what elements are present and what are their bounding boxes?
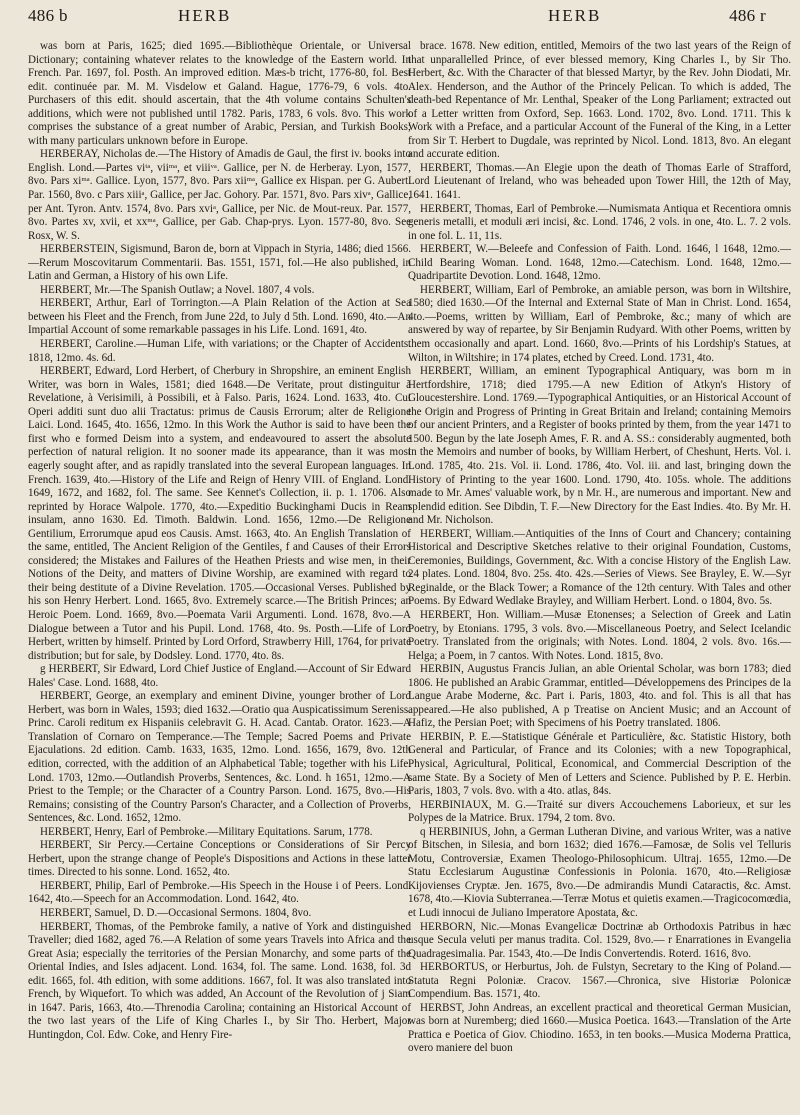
entry: brace. 1678. New edition, entitled, Memoirs of the two last years of the Reign of that unparallelled Prince, of ever blessed memory, King Charles I., by Sir Tho. Herbert, &c. With the Character of that blessed Martyr, by the Rev. John Diodati, Mr. Alex. Henderson, and the Author of the Princely Pelican. To which is added, The death-bed Repentance of Mr. Lenthal, Speaker of the Long Parliament; extracted out of a Letter written from Oxford, Sep. 1663. Lond. 1702, 8vo. Lond. 1711. This k Work with a Preface, and a particular Account of the Funeral of the King, in a Letter from Sir T. Herbert to Dugdale, was reprinted by Nicol. Lond. 1813, 8vo. An elegant and accurate edition. [408, 40, 791, 161]
entry: HERBERT, Hon. William.—Musæ Etonenses; a Selection of Greek and Latin Poetry, by Etonians. 1795, 3 vols. 8vo.—Miscellaneous Poetry, and Select Icelandic Poetry. Translated from the originals; with Notes. Lond. 1804, 2 vols. 8vo. 16s.—Helga; a Poem, in 7 cantos. With Notes. Lond. 1815, 8vo. [408, 608, 791, 662]
right-column [408, 40, 791, 1056]
entry: HERBERT, George, an exemplary and eminent Divine, younger brother of Lord Herbert, was born in Wales, 1593; died 1632.—Oratio qua Auspicatissimum Sereniss. Princ. Caroli reditum ex Hispaniis celebravit G. H. Acad. Cantab. Orator. 1623.—A Translation of Cornaro on Temperance.—The Temple; Sacred Poems and Private Ejaculations. 2d edition. Camb. 1633, 1635, 12mo. Lond. 1656, 1679, 8vo. 12th edition, corrected, with the addition of an Alphabetical Table; together with his Life. Lond. 1703, 12mo.—Outlandish Proverbs, Sentences, &c. Lond. h 1651, 12mo.—A Priest to the Temple; or the Character of a Country Parson. Lond. 1675, 8vo.—His Remains; consisting of the Country Parson's Character, and a Collection of Proverbs, Sentences, &c. Lond. 1652, 12mo. [28, 690, 411, 825]
entry: HERBERT, Arthur, Earl of Torrington.—A Plain Relation of the Action at Sea between his Fleet and the French, from June 22d, to July d 5th. Lond. 1690, 4to.—An Impartial Account of some remarkable passages in his Life. Lond. 1691, 4to. [28, 297, 411, 337]
entry: HERBERT, W.—Beleefe and Confession of Faith. Lond. 1646, l 1648, 12mo.—Child Bearing Woman. Lond. 1648, 12mo.—Catechism. Lond. 1648, 12mo.—Quadripartite Devotion. Lond. 1648, 12mo. [408, 243, 791, 283]
entry: HERBERT, Caroline.—Human Life, with variations; or the Chapter of Accidents. 1818, 12mo. 4s. 6d. [28, 338, 411, 364]
entry: HERBORTUS, or Herburtus, Joh. de Fulstyn, Secretary to the King of Poland.—Statuta Regni Poloniæ. Cracov. 1567.—Chronica, sive Historiæ Polonicæ Compendium. Bas. 1571, 4to. [408, 961, 791, 1001]
entry: q HERBINIUS, John, a German Lutheran Divine, and various Writer, was a native of Bitschen, in Silesia, and born 1632; died 1676.—Famosæ, de Solis vel Telluris Motu, Controversiæ, Examen Theologo-Philosophicum. Ultraj. 1655, 12mo.—De Statu Ecclesiarum Augustinæ Confessionis in Polonia. 1670, 4to.—Religiosæ Kijovienses Cryptæ. Jen. 1675, 8vo.—De admirandis Mundi Cataractis, &c. Amst. 1678, 4to.—Kiovia Subterranea.—Terræ Motus et quietis examen.—Tragicocomœdia, et Ludi innocui de Juliano Imperatore Apostata, &c. [408, 825, 791, 919]
entry: HERBERT, Thomas.—An Elegie upon the death of Thomas Earle of Strafford, Lord Lieutenant of Ireland, who was beheaded upon Tower Hill, the 12th of May, 1641. 1641. [408, 161, 791, 202]
entry: HERBERAY, Nicholas de.—The History of Amadis de Gaul, the first iv. books into English. Lond.—Partes viᵗᵃ, viiᵐᵃ, et viiiᵛᵃ. Gallice, per N. de Herberay. Lyon, 1577, 8vo. Pars xiᵐᵃ. Gallice. Lyon, 1577, 8vo. Pars xiiᵐᵃ, Gallice ex Hispan. per G. Aubert. Par. 1560, 8vo. c Pars xiiiᵃ, Gallice, per Jac. Gohory. Par. 1571, 8vo. Pars xivᵃ, Gallice, per Ant. Tyron. Antv. 1574, 8vo. Pars xviᵃ, Gallice, per Nic. de Mout-reux. Par. 1577, 8vo. Partes xv, xvii, et xxᵐᵃ, Gallice, per Gab. Chap-prys. Lyon. 1577-80, 8vo. See Rosx, W. S. [28, 148, 411, 242]
entry: HERBERT, Thomas, Earl of Pembroke.—Numismata Antiqua et Recentiora omnis generis metalli, et moduli æri incisi, &c. Lond. 1746, 2 vols. in one, 4to. L. 7. 2 vols. in one fol. L. 11, 11s. [408, 202, 791, 242]
entry: HERBST, John Andreas, an excellent practical and theoretical German Musician, was born at Nuremberg; died 1660.—Musica Poetica. 1643.—Translation of the Arte Prattica e Poetica of Giov. Chiodino. 1653, in ten books.—Musica Moderna Prattica, overo maniere del buon [408, 1001, 791, 1055]
left-running-head: HERB [178, 6, 232, 25]
page-header [0, 4, 800, 26]
entry: HERBERT, Mr.—The Spanish Outlaw; a Novel. 1807, 4 vols. [40, 283, 315, 296]
entry: HERBORN, Nic.—Monas Evangelicæ Doctrinæ ab Orthodoxis Patribus in hæc usque Secula veluti per manus tradita. Col. 1529, 8vo.— r Enarrationes in Evangelia Quadragesimalia. Par. 1543, 4to.—De Indis Convertendis. Roterd. 1616, 8vo. [408, 920, 791, 960]
entry: HERBERSTEIN, Sigismund, Baron de, born at Vippach in Styria, 1486; died 1566.—Rerum Moscovitarum Commentarii. Bas. 1551, 1571, fol.—He also published, in Latin and German, a History of his own Life. [28, 243, 411, 283]
entry: HERBERT, William.—Antiquities of the Inns of Court and Chancery; containing Historical and Descriptive Sketches relative to their original Foundation, Customs, Ceremonies, Buildings, Government, &c. With a concise History of the English Law. 24 plates. Lond. 1804, 8vo. 25s. 4to. 42s.—Series of Views. See Brayley, E. W.—Syr Reginalde, or the Black Tower; a Romance of the 12th century. With Tales and other Poems. By Edward Wedlake Brayley, and William Herbert. Lond. o 1804, 8vo. 5s. [408, 527, 791, 608]
entry: HERBERT, Thomas, of the Pembroke family, a native of York and distinguished Traveller; died 1682, aged 76.—A Relation of some years Travels into Africa and the Great Asia; especially the territories of the Persian Monarchy, and some parts of the Oriental Indies, and Isles adjacent. Lond. 1634, fol. The same. Lond. 1638, fol. 3d edit. 1665, fol. 4th edition, with some additions. 1667, fol. It was also translated into French, by Wiquefort. To which was added, An Account of the Revolution of j Siam in 1647. Paris, 1663, 4to.—Threnodia Carolina; containing an Historical Account of the two last years of the Life of King Charles I., by Sir Tho. Herbert, Major Huntingdon, Col. Edw. Coke, and Henry Fire- [28, 920, 411, 1041]
entry: HERBERT, William, an eminent Typographical Antiquary, was born m in Hertfordshire, 1718; died 1795.—A new Edition of Atkyn's History of Gloucestershire. Lond. 1769.—Typographical Antiquities, or an Historical Account of the Origin and Progress of Printing in Great Britain and Ireland; containing Memoirs of our ancient Printers, and a Register of books printed by them, from the year 1471 to 1500. Begun by the late Joseph Ames, F. R. and A. SS.: considerably augmented, both in the Memoirs and number of books, by William Herbert, of Cheshunt, Herts. Vol. i. Lond. 1785, 4to. 21s. Vol. ii. Lond. 1786, 4to. Vol. iii. and last, bringing down the History of Printing to the year 1600. Lond. 1790, 4to. 105s. whole. The additions made to Mr. Ames' valuable work, by n Mr. H., are numerous and important. New and splendid edition. See Dibdin, T. F.—New Directory for the East Indies. 4to. By Mr. H. and Mr. Nicholson. [408, 365, 791, 527]
right-running-head: HERB [548, 6, 602, 25]
left-column [28, 40, 411, 1042]
entry: HERBERT, William, Earl of Pembroke, an amiable person, was born in Wiltshire, 1580; died 1630.—Of the Internal and External State of Man in Christ. Lond. 1654, 4to.—Poems, written by William, Earl of Pembroke, &c.; many of which are answered by way of repartee, by Sir Benjamin Rudyard. With other Poems, written by them occasionally and apart. Lond. 1660, 8vo.—Prints of his Lordship's Statues, at Wilton, in Wiltshire; in 174 plates, etched by Creed. Lond. 1731, 4to. [408, 283, 791, 364]
left-page-number: 486 b [28, 6, 68, 25]
entry: HERBIN, Augustus Francis Julian, an able Oriental Scholar, was born 1783; died 1806. He published an Arabic Grammar, entitled—Développemens des Principes de la Langue Arabe Moderne, &c. Part i. Paris, 1803, 4to. and fol. This is all that has appeared.—He also published, A p Treatise on Ancient Music; and an Account of Hafiz, the Persian Poet; with Specimens of his Poetry translated. 1806. [408, 663, 791, 730]
entry: HERBINIAUX, M. G.—Traité sur divers Accouchemens Laborieux, et sur les Polypes de la Matrice. Brux. 1794, 2 tom. 8vo. [408, 798, 791, 825]
entry: was born at Paris, 1625; died 1695.—Bibliothèque Orientale, or Universal Dictionary; containing whatever relates to the knowledge of the Eastern world. In French. Par. 1697, fol. Posth. An improved edition. Mæs-b tricht, 1776-80, fol. Best edit. continuée par. M. M. Visdelow et Galand. Hague, 1776-79, 6 vols. 4to. Purchasers of this edit. should ascertain, that the 4th volume contains Schulten's additions, which were not published until 1782. Paris, 1783, 6 vols. 8vo. This work comprises the substance of a great number of Arabic, Persian, and Turkish Books; with many particulars unknown before in Europe. [28, 40, 411, 147]
entry: HERBERT, Philip, Earl of Pembroke.—His Speech in the House i of Peers. Lond. 1642, 4to.—Speech for an Accommodation. Lond. 1642, 4to. [28, 879, 411, 906]
entry: HERBERT, Henry, Earl of Pembroke.—Military Equitations. Sarum, 1778. [40, 825, 373, 838]
entry: HERBERT, Samuel, D. D.—Occasional Sermons. 1804, 8vo. [40, 907, 312, 919]
entry: HERBERT, Edward, Lord Herbert, of Cherbury in Shropshire, an eminent English Writer, was born in Wales, 1581; died 1648.—De Veritate, prout distinguitur à Revelatione, à Verisimili, à Possibili, et à Falso. Paris, 1624. Lond. 1633, 4to. Cui Operi additi sunt duo alii Tractatus: primus de Causis Errorum; alter de Religione Laici. Lond. 1645, 4to. 1656, 12mo. In this Work the Author is said to have been the first who e formed Deism into a system, and endeavoured to assert the absolute perfection of natural religion. It no sooner made its appearance, than it was most eagerly sought after, and as rapidly translated into the several European languages. In French. 1639, 4to.—History of the Life and Reign of Henry VIII. of England. Lond. 1649, 1672, and 1682, fol. The same. See Kennet's Collection, ii. p. 1. 1706. Also reprinted by Horace Walpole. 1770, 4to.—Expeditio Buckinghami Ducis in Ream insulam, anno 1630. Ed. Timoth. Baldwin. Lond. 1656, 12mo.—De Religione Gentilium, Errorumque apud eos Causis. Amst. 1663, 4to. An English Translation of the same, entitled, The Ancient Religion of the Gentiles, f and Causes of their Errors considered; the Mistakes and Failures of the Heathen Priests and wise men, in their Notions of the Deity, and matters of Divine Worship, are examined with regard to their being destitute of a Divine Revelation. 1705.—Occasional Verses. Published by his son Henry Herbert. Lond. 1665, 8vo. Extremely scarce.—The British Princes; an Heroic Poem. Lond. 1669, 8vo.—Poemata Varii Argumenti. Lond. 1678, 8vo.—A Dialogue between a Tutor and his Pupil. Lond. 1768, 4to. 9s. Posth.—Life of Lord Herbert, written by himself. Printed by Lord Orford, Strawberry Hill, 1764, for private distribution; but for sale, by Dodsley. Lond. 1770, 4to. 8s. [28, 365, 411, 662]
entry: g HERBERT, Sir Edward, Lord Chief Justice of England.—Account of Sir Edward Hales' Case. Lond. 1688, 4to. [28, 663, 411, 689]
entry: HERBIN, P. E.—Statistique Générale et Particulière, &c. Statistic History, both General and Particular, of France and its Colonies; with a new Topographical, Physical, Agricultural, Political, Economical, and Commercial Description of the same State. By a Society of Men of Letters and Science. Published by P. E. Herbin. Paris, 1803, 7 vols. 8vo. with a 4to. atlas, 84s. [408, 730, 791, 798]
right-page-number: 486 r [729, 6, 766, 25]
entry: HERBERT, Sir Percy.—Certaine Conceptions or Considerations of Sir Percy Herbert, upon the strange change of People's Dispositions and Actions in these latter times. Directed to his sonne. Lond. 1652, 4to. [28, 839, 411, 879]
